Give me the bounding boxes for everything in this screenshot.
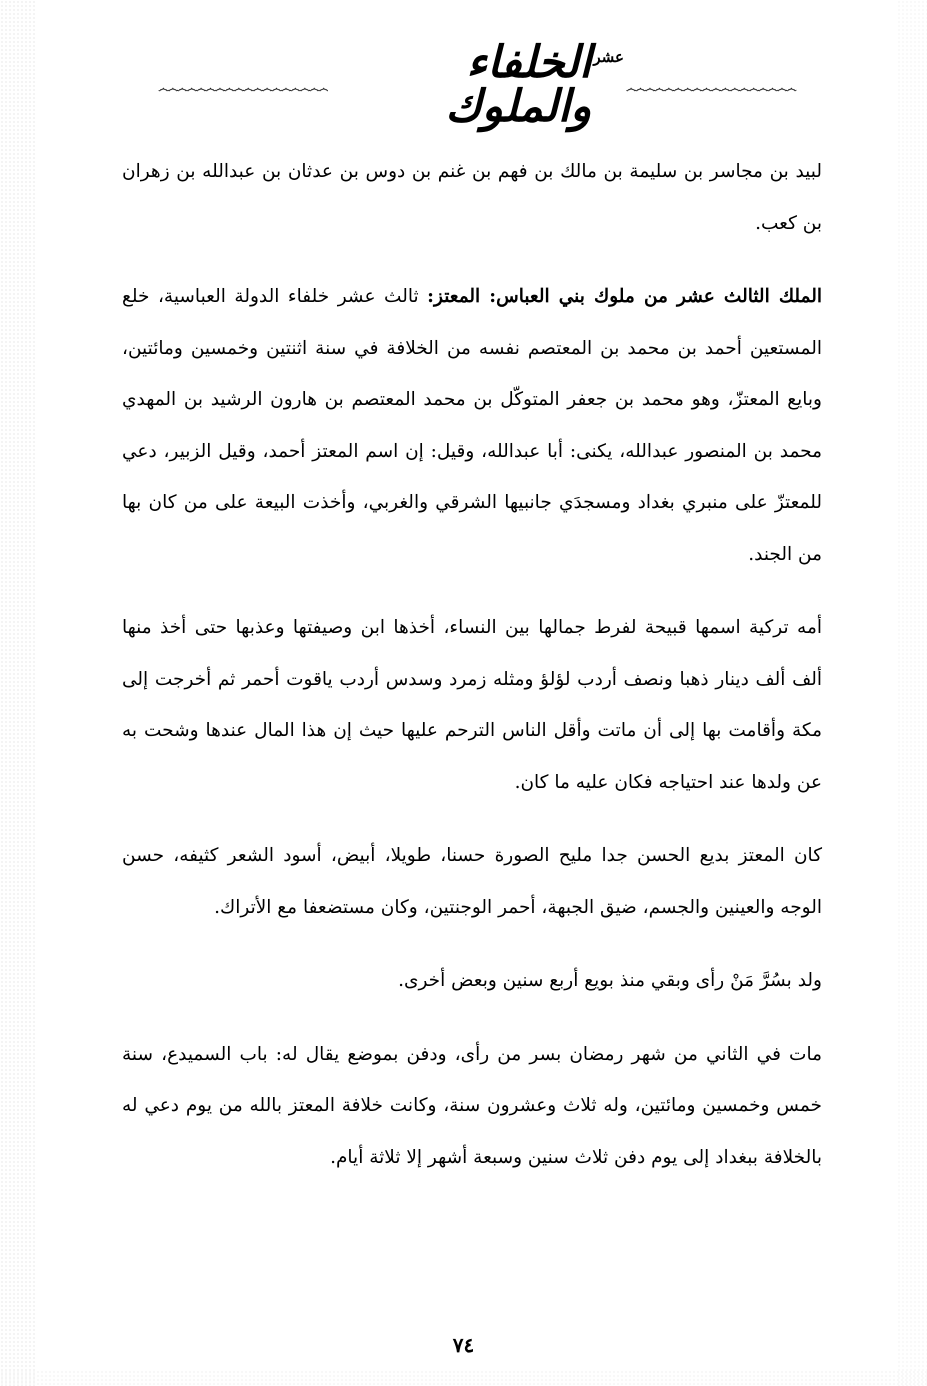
header-ornament-right: ෴෴෴෴෴෴෴෴෴෴෴෴෴෴෴෴෴෴ <box>626 84 796 94</box>
paragraph-lineage <box>122 146 822 249</box>
paragraph-mother <box>122 602 822 808</box>
paragraph-text: ولد بسُرَّ مَنْ رأى وبقي منذ بويع أربع سنين وبعض أخرى. <box>398 970 822 991</box>
header-ornament-left: ෴෴෴෴෴෴෴෴෴෴෴෴෴෴෴෴෴෴ <box>158 84 328 94</box>
header-title-superscript: عشر <box>593 48 624 66</box>
section-heading: الملك الثالث عشر من ملوك بني العباس: المعتز: <box>427 286 823 307</box>
paragraph-birth <box>122 955 822 1007</box>
paragraph-death <box>122 1029 822 1184</box>
page-header <box>90 38 858 130</box>
header-title: الخلفاء والملوك <box>445 37 592 132</box>
paragraph-text: مات في الثاني من شهر رمضان بسر من رأى، ودفن بموضع يقال له: باب السميدع، سنة خمس وخمسين ومائتين، وله ثلاث وعشرون سنة، وكانت خلافة المعتز بالله من يوم دعي له بالخلافة ببغداد إلى يوم دفن ثلاث سنين وسبعة أشهر إلا ثلاثة أيام. <box>122 1043 822 1168</box>
paragraph-text: لبيد بن مجاسر بن سليمة بن مالك بن فهم بن غنم بن دوس بن عدثان بن عبدالله بن زهران بن كعب. <box>122 161 822 234</box>
scan-edge-right <box>897 0 927 1386</box>
page-body <box>122 146 822 1205</box>
header-title-block <box>334 37 624 132</box>
paragraph-text: كان المعتز بديع الحسن جدا مليح الصورة حسنا، طويلا، أبيض، أسود الشعر كثيفه، حسن الوجه والعينين والجسم، ضيق الجبهة، أحمر الوجنتين، وكان مستضعفا مع الأتراك. <box>122 845 822 918</box>
paragraph-description <box>122 830 822 933</box>
paragraph-caliph-intro <box>122 271 822 580</box>
paragraph-text: ثالث عشر خلفاء الدولة العباسية، خلع المستعين أحمد بن محمد بن المعتصم نفسه من الخلافة في سنة اثنتين وخمسين ومائتين، وبايع المعتزّ، وهو محمد بن جعفر المتوكّل بن محمد المعتصم بن هارون الرشيد بن المهدي محمد بن المنصور عبدالله، يكنى: أبا عبدالله، وقيل: إن اسم المعتز أحمد، وقيل الزبير، دعي للمعتزّ على منبري بغداد ومسجدَي جانبيها الشرقي والغربي، وأخذت البيعة على من كان بها من الجند. <box>122 286 822 565</box>
paragraph-text: أمه تركية اسمها قبيحة لفرط جمالها بين النساء، أخذها ابن وصيفتها وعذبها حتى أخذ منها ألف ألف دينار ذهبا ونصف أردب لؤلؤ ومثله زمرد وسدس أردب ياقوت أحمر ثم أخرجت إلى مكة وأقامت بها إلى أن ماتت وأقل الناس الترحم عليها حيث إن هذا المال عندها وشحت به عن ولدها عند احتياجه فكان عليه ما كان. <box>122 617 823 793</box>
scan-edge-left <box>0 0 36 1386</box>
scan-edge-bottom <box>0 1370 927 1386</box>
page-number: ٧٤ <box>452 1333 475 1357</box>
